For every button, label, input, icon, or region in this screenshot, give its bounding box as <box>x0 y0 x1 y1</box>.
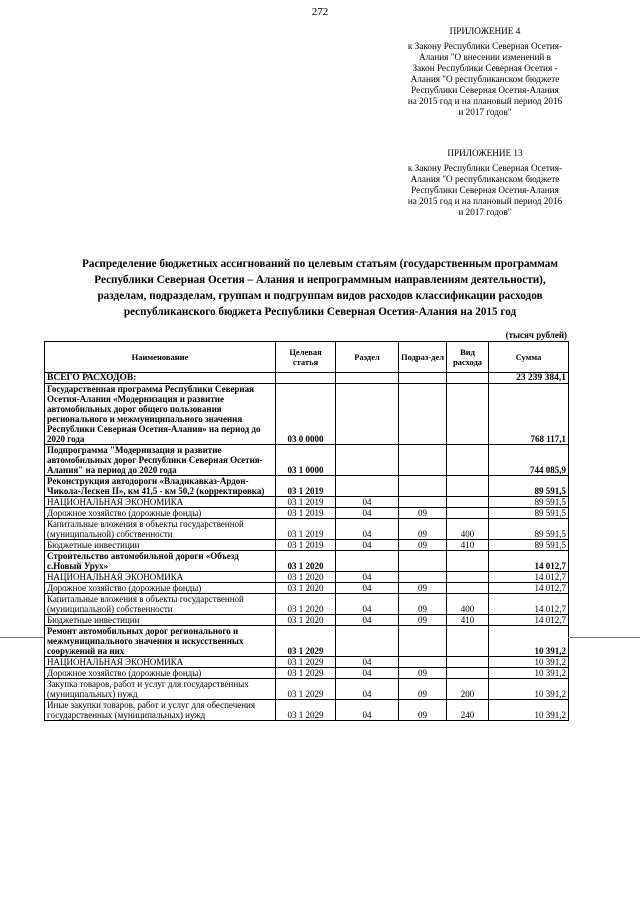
table-row <box>45 497 569 508</box>
cell-section: 04 <box>336 497 399 508</box>
table-row <box>45 572 569 583</box>
table-row <box>45 594 569 615</box>
header-sum: Сумма <box>489 342 569 373</box>
cell-section: 04 <box>336 615 399 626</box>
cell-target: 03 1 2029 <box>276 679 336 700</box>
cell-sum: 14 012,7 <box>489 615 569 626</box>
cell-subsection <box>399 384 447 445</box>
cell-target: 03 1 2019 <box>276 540 336 551</box>
cell-name: НАЦИОНАЛЬНАЯ ЭКОНОМИКА <box>45 657 276 668</box>
cell-sum: 10 391,2 <box>489 668 569 679</box>
cell-section: 04 <box>336 508 399 519</box>
cell-expense-type: 410 <box>447 540 489 551</box>
scan-line-right <box>568 637 640 638</box>
cell-target: 03 1 2029 <box>276 657 336 668</box>
table-row <box>45 583 569 594</box>
heading-line: Республики Северная Осетия – Алания и непрограммным направлениям деятельности), <box>94 274 546 286</box>
cell-name: Реконструкция автодороги «Владикавказ-Ардон-Чикола-Лескен II», км 41,5 - км 50,2 (корректировка) <box>45 476 276 497</box>
cell-subsection <box>399 373 447 384</box>
cell-section <box>336 373 399 384</box>
cell-section: 04 <box>336 679 399 700</box>
cell-subsection <box>399 572 447 583</box>
cell-name: Подпрограмма "Модернизация и развитие автомобильных дорог Республики Северная Осетия-Алания" на период до 2020 года <box>45 445 276 476</box>
cell-subsection: 09 <box>399 583 447 594</box>
table-body <box>45 373 569 721</box>
cell-subsection: 09 <box>399 679 447 700</box>
cell-name: Дорожное хозяйство (дорожные фонды) <box>45 583 276 594</box>
cell-target: 03 1 2020 <box>276 583 336 594</box>
cell-expense-type <box>447 626 489 657</box>
table-row <box>45 508 569 519</box>
cell-sum: 10 391,2 <box>489 626 569 657</box>
cell-subsection: 09 <box>399 668 447 679</box>
cell-name: Строительство автомобильной дороги «Объезд с.Новый Урух» <box>45 551 276 572</box>
appendix-13-line: к Закону Республики Северная Осетия- <box>407 163 563 173</box>
table-row <box>45 551 569 572</box>
cell-subsection <box>399 626 447 657</box>
cell-sum: 14 012,7 <box>489 551 569 572</box>
cell-name: Иные закупки товаров, работ и услуг для обеспечения государственных (муниципальных) нужд <box>45 700 276 721</box>
cell-subsection: 09 <box>399 519 447 540</box>
cell-subsection: 09 <box>399 594 447 615</box>
cell-name: Дорожное хозяйство (дорожные фонды) <box>45 508 276 519</box>
cell-expense-type <box>447 476 489 497</box>
cell-target: 03 1 2029 <box>276 700 336 721</box>
table-row <box>45 615 569 626</box>
cell-name: Капитальные вложения в объекты государственной (муниципальной) собственности <box>45 594 276 615</box>
cell-name: Бюджетные инвестиции <box>45 540 276 551</box>
cell-sum: 744 085,9 <box>489 445 569 476</box>
appendix-4-line: к Закону Республики Северная Осетия- <box>407 41 563 51</box>
cell-target: 03 1 2029 <box>276 626 336 657</box>
appendix-13-line: и 2017 годов" <box>458 207 512 217</box>
cell-target: 03 1 0000 <box>276 445 336 476</box>
cell-sum: 23 239 384,1 <box>489 373 569 384</box>
table-row <box>45 700 569 721</box>
cell-expense-type: 400 <box>447 519 489 540</box>
cell-subsection: 09 <box>399 615 447 626</box>
cell-target: 03 1 2019 <box>276 519 336 540</box>
cell-sum: 768 117,1 <box>489 384 569 445</box>
cell-target: 03 1 2019 <box>276 497 336 508</box>
cell-section <box>336 384 399 445</box>
table-row <box>45 657 569 668</box>
appendix-4-line: Закон Республики Северная Осетия - <box>412 63 558 73</box>
cell-name: НАЦИОНАЛЬНАЯ ЭКОНОМИКА <box>45 497 276 508</box>
appendix-13-line: Алания "О республиканском бюджете <box>410 174 560 184</box>
cell-name: Дорожное хозяйство (дорожные фонды) <box>45 668 276 679</box>
cell-expense-type <box>447 445 489 476</box>
cell-sum: 10 391,2 <box>489 700 569 721</box>
table-row <box>45 373 569 384</box>
cell-subsection: 09 <box>399 508 447 519</box>
cell-target: 03 1 2020 <box>276 572 336 583</box>
cell-expense-type <box>447 384 489 445</box>
cell-sum: 89 591,5 <box>489 476 569 497</box>
table-row <box>45 540 569 551</box>
table-row <box>45 668 569 679</box>
scan-line-left <box>0 637 44 638</box>
table-row <box>45 626 569 657</box>
header-section: Раздел <box>336 342 399 373</box>
cell-target: 03 1 2020 <box>276 594 336 615</box>
cell-section: 04 <box>336 657 399 668</box>
cell-sum: 89 591,5 <box>489 519 569 540</box>
cell-expense-type: 410 <box>447 615 489 626</box>
cell-expense-type: 400 <box>447 594 489 615</box>
cell-target <box>276 373 336 384</box>
cell-section <box>336 626 399 657</box>
cell-section: 04 <box>336 700 399 721</box>
header-name: Наименование <box>45 342 276 373</box>
table-row <box>45 519 569 540</box>
appendix-4-line: и 2017 годов" <box>458 107 512 117</box>
cell-section: 04 <box>336 572 399 583</box>
cell-section <box>336 551 399 572</box>
cell-section <box>336 476 399 497</box>
appendix-13-line: Республики Северная Осетия-Алания <box>411 185 559 195</box>
cell-target: 03 1 2019 <box>276 508 336 519</box>
cell-sum: 10 391,2 <box>489 679 569 700</box>
units-label: (тысяч рублей) <box>505 330 567 340</box>
table-row <box>45 476 569 497</box>
cell-section: 04 <box>336 583 399 594</box>
page-number: 272 <box>311 6 329 18</box>
appendix-4-line: Республики Северная Осетия-Алания <box>411 85 559 95</box>
heading-line: разделам, подразделам, группам и подгруппам видов расходов классификации расходов <box>97 290 543 302</box>
cell-subsection <box>399 476 447 497</box>
appendix-4-line: Алания "О внесении изменений в <box>419 52 551 62</box>
cell-subsection: 09 <box>399 700 447 721</box>
cell-name: Капитальные вложения в объекты государственной (муниципальной) собственности <box>45 519 276 540</box>
cell-target: 03 1 2020 <box>276 551 336 572</box>
cell-subsection <box>399 497 447 508</box>
cell-sum: 89 591,5 <box>489 497 569 508</box>
cell-expense-type <box>447 508 489 519</box>
table-row <box>45 445 569 476</box>
appendix-4-line: на 2015 год и на плановый период 2016 <box>407 96 563 106</box>
table-header-row <box>45 342 569 373</box>
table-row <box>45 384 569 445</box>
appendix-13-title: ПРИЛОЖЕНИЕ 13 <box>447 148 523 158</box>
appendix-4-title: ПРИЛОЖЕНИЕ 4 <box>449 26 521 36</box>
appendix-13-line: на 2015 год и на плановый период 2016 <box>407 196 563 206</box>
cell-section: 04 <box>336 519 399 540</box>
cell-expense-type <box>447 497 489 508</box>
cell-expense-type <box>447 668 489 679</box>
cell-name: ВСЕГО РАСХОДОВ: <box>45 373 276 384</box>
cell-expense-type <box>447 551 489 572</box>
cell-expense-type <box>447 583 489 594</box>
cell-sum: 10 391,2 <box>489 657 569 668</box>
cell-name: Ремонт автомобильных дорог регионального и межмуниципального значения и искусственных сооружений на них <box>45 626 276 657</box>
cell-subsection: 09 <box>399 540 447 551</box>
cell-sum: 14 012,7 <box>489 572 569 583</box>
cell-expense-type <box>447 373 489 384</box>
header-subsection: Подраз-дел <box>399 342 447 373</box>
cell-subsection <box>399 445 447 476</box>
document-heading <box>30 256 610 320</box>
cell-target: 03 1 2029 <box>276 668 336 679</box>
cell-expense-type <box>447 657 489 668</box>
cell-expense-type: 200 <box>447 679 489 700</box>
budget-table <box>44 341 569 721</box>
cell-subsection <box>399 551 447 572</box>
cell-sum: 14 012,7 <box>489 583 569 594</box>
cell-sum: 89 591,5 <box>489 508 569 519</box>
cell-name: НАЦИОНАЛЬНАЯ ЭКОНОМИКА <box>45 572 276 583</box>
cell-section: 04 <box>336 540 399 551</box>
cell-section: 04 <box>336 594 399 615</box>
appendix-13-block <box>385 148 585 218</box>
cell-name: Бюджетные инвестиции <box>45 615 276 626</box>
appendix-4-line: Алания "О республиканском бюджете <box>410 74 560 84</box>
header-expense-type: Вид расхода <box>447 342 489 373</box>
cell-subsection <box>399 657 447 668</box>
appendix-4-block <box>385 26 585 118</box>
cell-target: 03 0 0000 <box>276 384 336 445</box>
cell-expense-type: 240 <box>447 700 489 721</box>
heading-line: республиканского бюджета Республики Северная Осетия-Алания на 2015 год <box>123 306 517 318</box>
heading-line: Распределение бюджетных ассигнований по целевым статьям (государственным программам <box>82 258 558 270</box>
cell-target: 03 1 2019 <box>276 476 336 497</box>
cell-expense-type <box>447 572 489 583</box>
cell-name: Государственная программа Республики Северная Осетия-Алания «Модернизация и развитие автомобильных дорог общего пользования регионального и межмуниципального значения Республики Северная Осетия-Алания» на период до 2020 года <box>45 384 276 445</box>
cell-sum: 14 012,7 <box>489 594 569 615</box>
cell-section <box>336 445 399 476</box>
cell-target: 03 1 2020 <box>276 615 336 626</box>
header-target: Целевая статья <box>276 342 336 373</box>
cell-section: 04 <box>336 668 399 679</box>
cell-sum: 89 591,5 <box>489 540 569 551</box>
table-row <box>45 679 569 700</box>
cell-name: Закупка товаров, работ и услуг для государственных (муниципальных) нужд <box>45 679 276 700</box>
